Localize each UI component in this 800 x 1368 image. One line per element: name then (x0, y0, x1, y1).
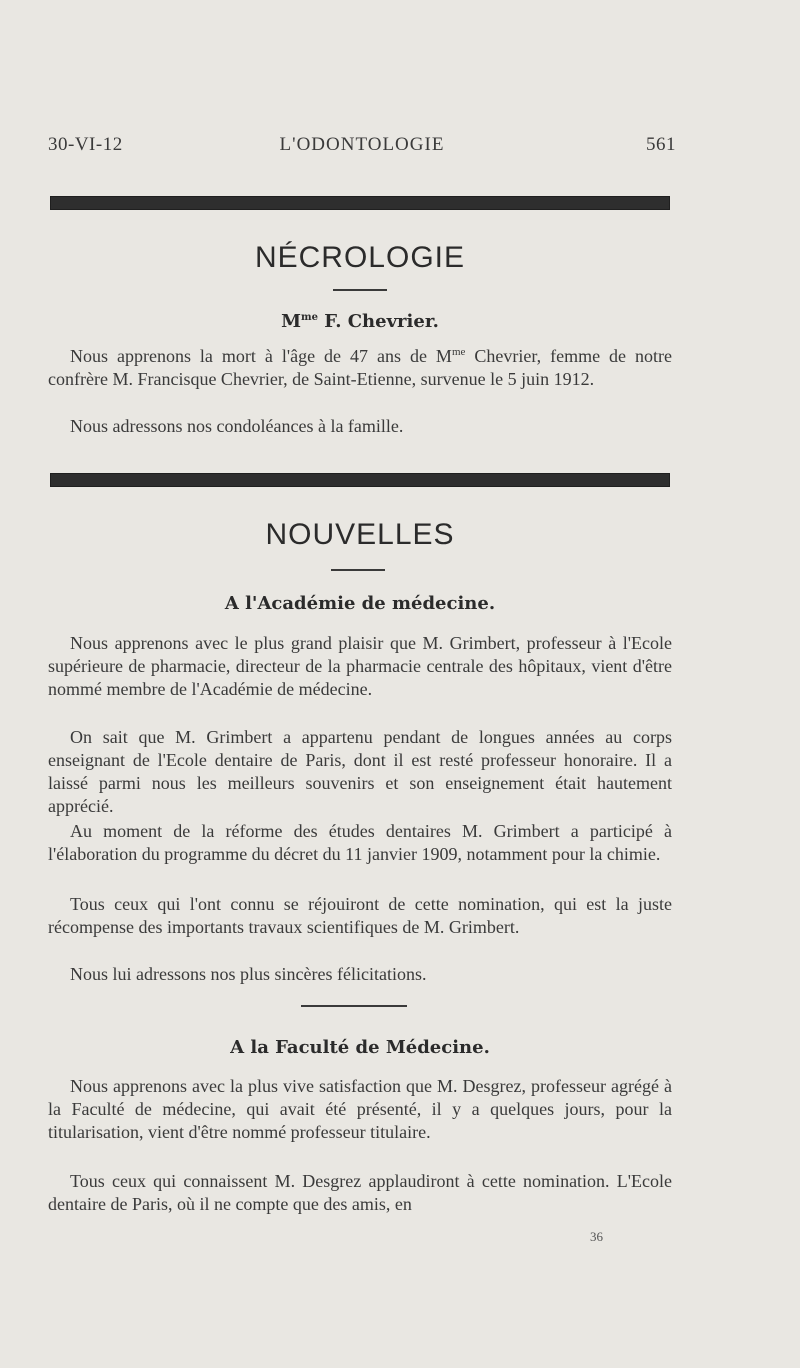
necrologie-subject-heading: $M^{me}$ F. Chevrier. (281, 311, 439, 332)
academie-heading: A l'Académie de médecine. (224, 593, 496, 614)
section-title-nouvelles: NOUVELLES (265, 518, 455, 551)
academie-paragraph: Nous lui adressons nos plus sincères félicitations. (70, 964, 427, 984)
issue-date: 30-VI-12 (48, 134, 123, 155)
ornamental-rule-nouvelles (50, 473, 670, 487)
running-head (48, 134, 676, 164)
faculte-paragraph: Nous apprenons avec la plus vive satisfaction que M. Desgrez, professeur agrégé à la Faculté de médecine, qui avait été présenté, il y a quelques jours, pour la titularisation, vient d'être nommé professeur titulaire. (48, 1076, 672, 1142)
necrologie-paragraph: Nous adressons nos condoléances à la famille. (70, 416, 404, 436)
academie-paragraph: Tous ceux qui l'ont connu se réjouiront de cette nomination, qui est la juste récompense des importants travaux scientifiques de M. Grimbert. (48, 894, 672, 937)
signature-mark: 36 (590, 1229, 603, 1244)
faculte-heading: A la Faculté de Médecine. (230, 1037, 490, 1058)
academie-paragraph: Au moment de la réforme des études dentaires M. Grimbert a participé à l'élaboration du programme du décret du 11 janvier 1909, notamment pour la chimie. (48, 821, 672, 864)
faculte-paragraph: Tous ceux qui connaissent M. Desgrez applaudiront à cette nomination. L'Ecole dentaire de Paris, où il ne compte que des amis, en (48, 1171, 672, 1214)
academie-paragraph: Nous apprenons avec le plus grand plaisir que M. Grimbert, professeur à l'Ecole supérieure de pharmacie, directeur de la pharmacie centrale des hôpitaux, vient d'être nommé membre de l'Académie de médecine. (48, 633, 672, 699)
journal-title: L'ODONTOLOGIE (279, 134, 445, 155)
title-underline (331, 569, 385, 571)
title-underline (333, 289, 387, 291)
ornamental-rule-necrologie (50, 196, 670, 210)
section-separator (301, 1005, 407, 1007)
section-title-necrologie: NÉCROLOGIE (254, 241, 466, 274)
necrologie-paragraph: Nous apprenons la mort à l'âge de 47 ans de $M^{me}$ Chevrier, femme de notre confrère M. Francisque Chevrier, de Saint-Etienne, survenue le 5 juin 1912. (48, 346, 672, 389)
academie-paragraph: On sait que M. Grimbert a appartenu pendant de longues années au corps enseignant de l'Ecole dentaire de Paris, dont il est resté professeur honoraire. Il a laissé parmi nous les meilleurs souvenirs et son enseignement était hautement apprécié. (48, 727, 672, 816)
page-number: 561 (646, 134, 676, 155)
